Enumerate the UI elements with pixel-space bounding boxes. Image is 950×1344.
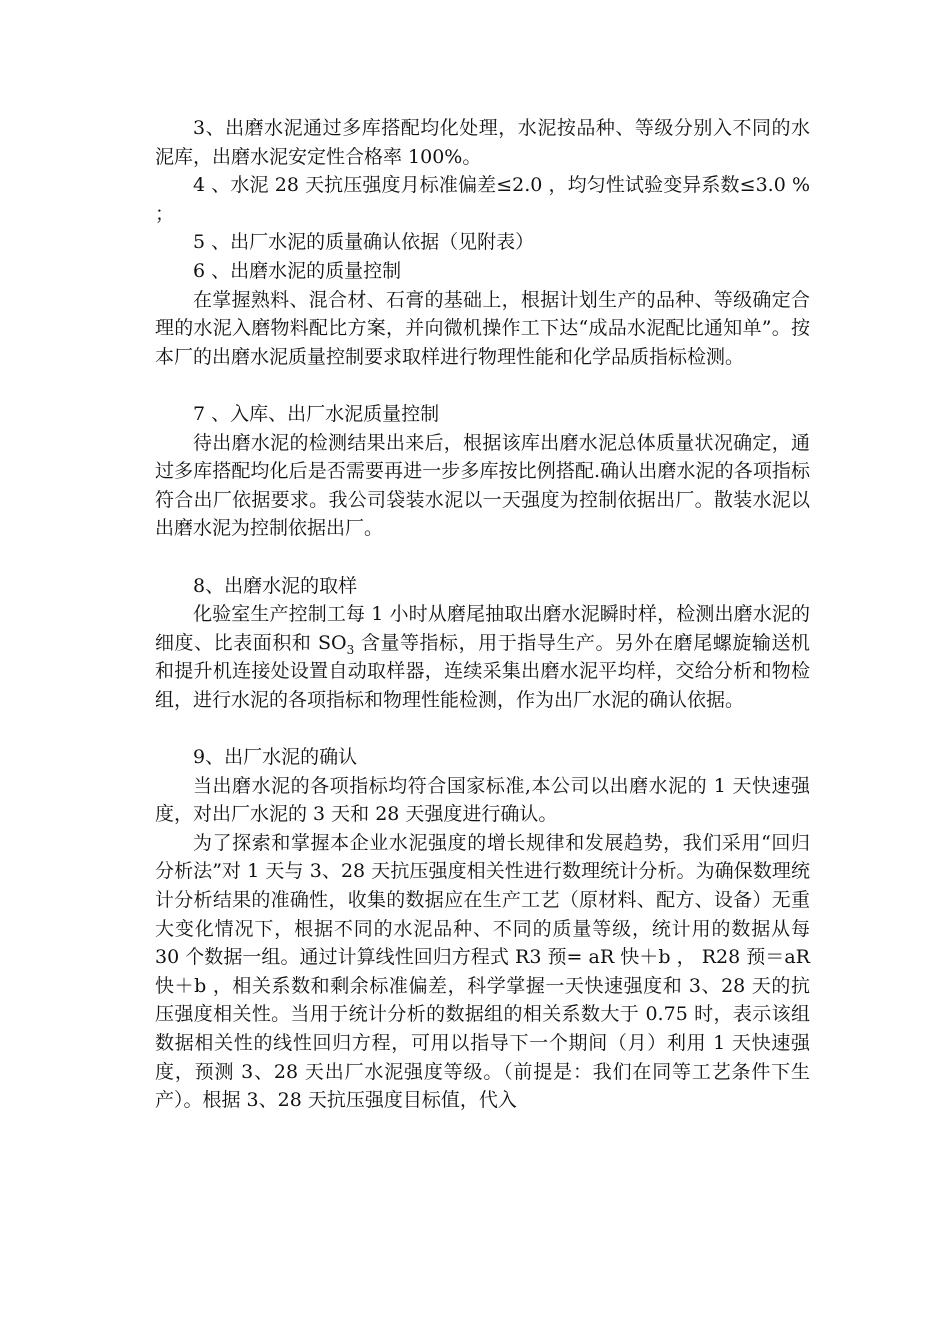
blank-line: [155, 371, 810, 400]
so3-subscript: 3: [346, 642, 355, 657]
heading-5: 5 、出厂水泥的质量确认依据（见附表）: [193, 231, 535, 254]
heading-9: 9、出厂水泥的确认: [193, 746, 358, 769]
paragraph-3: 3、出磨水泥通过多库搭配均化处理，水泥按品种、等级分别入不同的水泥库，出磨水泥安定性合格率 100%。: [155, 117, 810, 168]
paragraph-7: 待出磨水泥的检测结果出来后，根据该库出磨水泥总体质量状况确定，通过多库搭配均化后是否需要再进一步多库按比例搭配.确认出磨水泥的各项指标符合出厂依据要求。我公司袋装水泥以一天强度为控制依据出厂。散装水泥以出磨水泥为控制依据出厂。: [155, 431, 810, 540]
paragraph-8-part-a: 化验室生产控制工每 1 小时从磨尾抽取出磨水泥瞬时样，检测出磨水泥的细度、比表面积和 SO: [155, 603, 810, 654]
paragraph-4: 4 、水泥 28 天抗压强度月标准偏差≤2.0 ，均匀性试验变异系数≤3.0 % ；: [155, 174, 810, 225]
paragraph-9b: 为了探索和掌握本企业水泥强度的增长规律和发展趋势，我们采用“回归分析法”对 1 天与 3、28 天抗压强度相关性进行数理统计分析。为确保数理统计分析结果的准确性，收集的数据应在生产工艺（原材料、配方、设备）无重大变化情况下，根据不同的水泥品种、不同的质量等级，统计用的数据从每 30 个数据一组。通过计算线性回归方程式 R3 预= aR 快＋b ， R28 预＝aR 快＋b ，相关系数和剩余标准偏差，科学掌握一天快速强度和 3、28 天的抗压强度相关性。当用于统计分析的数据组的相关系数大于 0.75 时，表示该组数据相关性的线性回归方程，可用以指导下一个期间（月）利用 1 天快速强度，预测 3、28 天出厂水泥强度等级。（前提是：我们在同等工艺条件下生产）。根据 3、28 天抗压强度目标值，代入: [155, 831, 810, 1112]
document-page: [155, 114, 810, 1115]
heading-7: 7 、入库、出厂水泥质量控制: [193, 402, 440, 425]
blank-line: [155, 543, 810, 572]
paragraph-8-part-b: 含量等指标，用于指导生产。另外在磨尾螺旋输送机和提升机连接处设置自动取样器，连续采集出磨水泥平均样，交给分析和物检组，进行水泥的各项指标和物理性能检测，作为出厂水泥的确认依据。: [155, 631, 810, 711]
heading-8: 8、出磨水泥的取样: [193, 574, 358, 597]
blank-line: [155, 714, 810, 743]
paragraph-9a: 当出磨水泥的各项指标均符合国家标准,本公司以出磨水泥的 1 天快速强度，对出厂水泥的 3 天和 28 天强度进行确认。: [155, 774, 810, 826]
heading-6: 6 、出磨水泥的质量控制: [193, 259, 402, 282]
paragraph-8: [155, 600, 810, 714]
paragraph-6: 在掌握熟料、混合材、石膏的基础上，根据计划生产的品种、等级确定合理的水泥入磨物料配比方案，并向微机操作工下达“成品水泥配比通知单”。按本厂的出磨水泥质量控制要求取样进行物理性能和化学品质指标检测。: [155, 288, 810, 368]
